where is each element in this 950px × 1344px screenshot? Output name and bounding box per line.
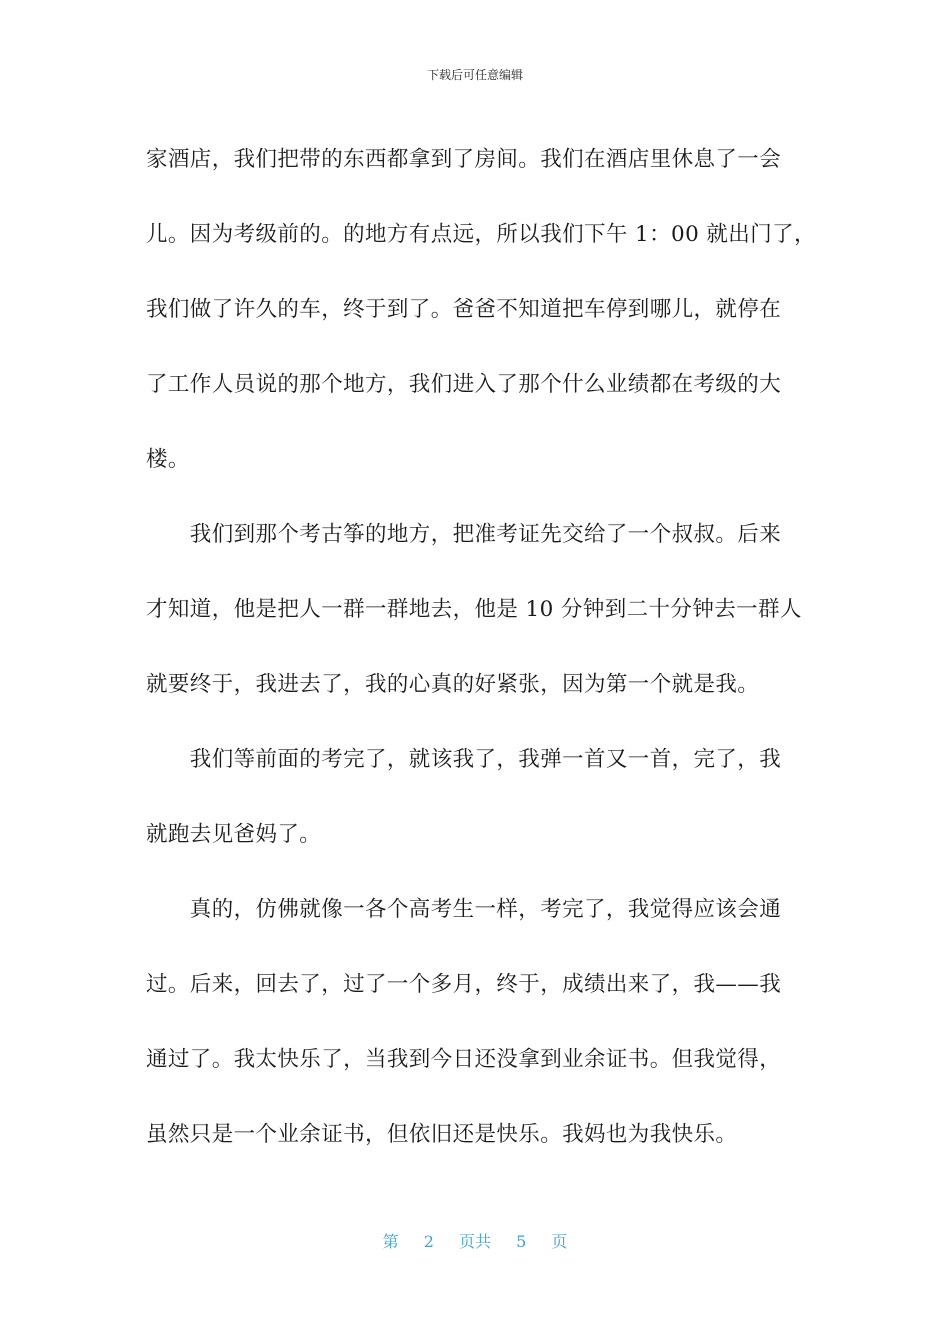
text-line: 我们等前面的考完了，就该我了，我弹一首又一首，完了，我	[146, 747, 782, 772]
text-line: 过。后来，回去了，过了一个多月，终于，成绩出来了，我——我	[146, 972, 782, 997]
text-line: 就跑去见爸妈了。	[146, 822, 322, 847]
body-text	[146, 122, 816, 1172]
text-line: 我们做了许久的车，终于到了。爸爸不知道把车停到哪儿，就停在	[146, 297, 782, 322]
text-line: 通过了。我太快乐了，当我到今日还没拿到业余证书。但我觉得，	[146, 1047, 782, 1072]
footer-suffix: 页	[551, 1232, 568, 1251]
footer-middle: 页共	[458, 1232, 491, 1251]
text-line: 了工作人员说的那个地方，我们进入了那个什么业绩都在考级的大	[146, 372, 782, 397]
footer-current-page: 2	[423, 1232, 434, 1251]
text-line: 真的，仿佛就像一各个高考生一样，考完了，我觉得应该会通	[146, 897, 782, 922]
text-line: 家酒店，我们把带的东西都拿到了房间。我们在酒店里休息了一会	[146, 147, 782, 172]
text-line: 我们到那个考古筝的地方，把准考证先交给了一个叔叔。后来	[146, 522, 782, 547]
document-body	[146, 122, 816, 1172]
page-footer	[0, 1229, 950, 1252]
header-text: 下载后可任意编辑	[426, 68, 523, 82]
text-line: 儿。因为考级前的。的地方有点远，所以我们下午 1：00 就出门了，	[146, 222, 816, 247]
text-line: 才知道，他是把人一群一群地去，他是 10 分钟到二十分钟去一群人	[146, 597, 802, 622]
text-line: 就要终于，我进去了，我的心真的好紧张，因为第一个就是我。	[146, 672, 760, 697]
footer-total-pages: 5	[516, 1232, 527, 1251]
text-line: 楼。	[146, 447, 190, 472]
text-line: 虽然只是一个业余证书，但依旧还是快乐。我妈也为我快乐。	[146, 1122, 738, 1147]
page-header	[0, 66, 950, 83]
footer-prefix: 第	[382, 1232, 399, 1251]
